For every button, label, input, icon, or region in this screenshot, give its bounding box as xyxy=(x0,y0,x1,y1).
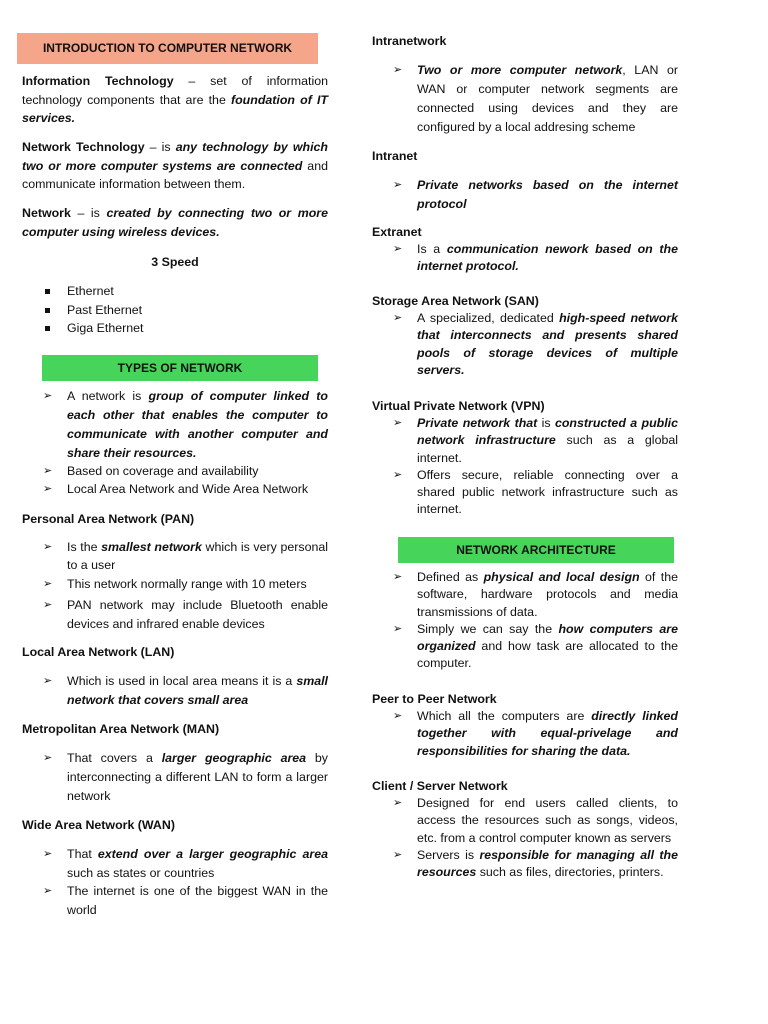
list-item: ➢ Based on coverage and availability xyxy=(22,463,328,481)
list-item: ➢ Is the smallest network which is very personal to a user xyxy=(43,540,329,572)
arrow-bullet-icon: ➢ xyxy=(43,465,53,477)
list-item: ➢ Local Area Network and Wide Area Network xyxy=(22,481,328,499)
arrow-bullet-icon: ➢ xyxy=(393,797,403,809)
wan-list xyxy=(22,845,328,919)
p2p-list xyxy=(372,708,678,760)
square-bullet-icon xyxy=(45,289,50,294)
arrow-bullet-icon: ➢ xyxy=(393,312,403,324)
client-server-list xyxy=(372,795,678,881)
p2p-heading: Peer to Peer Network xyxy=(372,692,497,706)
extranet-heading: Extranet xyxy=(372,225,422,239)
speed-heading: 3 Speed xyxy=(151,255,199,269)
list-item: ➢ Private networks based on the internet protocol xyxy=(393,178,678,211)
pan-list xyxy=(22,539,328,634)
vpn-list xyxy=(372,415,678,519)
intranetwork-list xyxy=(372,61,678,137)
arrow-bullet-icon: ➢ xyxy=(393,848,403,861)
network-definition: Network – is created by connecting two or more computer using wireless devices. xyxy=(22,206,328,239)
list-item: ➢ Is a communication nework based on the internet protocol. xyxy=(393,242,678,274)
square-bullet-icon xyxy=(45,308,50,313)
man-list xyxy=(22,749,328,806)
list-item: ➢ Defined as physical and local design of the software, hardware protocols and media transmissions of data. xyxy=(393,570,678,619)
intro-banner: INTRODUCTION TO COMPUTER NETWORK xyxy=(17,33,318,64)
list-item: ➢ Private network that is constructed a public network infrastructure such as a global internet. xyxy=(393,416,678,465)
arrow-bullet-icon: ➢ xyxy=(393,468,403,481)
list-item: ➢ A specialized, dedicated high-speed network that interconnects and presents shared pools of storage devices of multiple servers. xyxy=(393,311,678,377)
wan-heading: Wide Area Network (WAN) xyxy=(22,818,175,832)
speed-list xyxy=(22,282,328,338)
arrow-bullet-icon: ➢ xyxy=(393,622,403,635)
san-heading: Storage Area Network (SAN) xyxy=(372,294,539,308)
san-list xyxy=(372,310,678,379)
info-tech-definition: Information Technology – set of information technology components that are the foundation of IT services. xyxy=(22,74,328,125)
arrow-bullet-icon: ➢ xyxy=(43,598,53,611)
man-heading: Metropolitan Area Network (MAN) xyxy=(22,722,220,736)
arrow-bullet-icon: ➢ xyxy=(43,390,53,402)
arrow-bullet-icon: ➢ xyxy=(393,710,403,722)
arrow-bullet-icon: ➢ xyxy=(43,885,53,897)
list-item: ➢ That extend over a larger geographic area such as states or countries xyxy=(43,847,328,880)
extranet-list xyxy=(372,241,678,276)
arrow-bullet-icon: ➢ xyxy=(43,482,53,495)
list-item: ➢ Offers secure, reliable connecting over a shared public network infrastructure such as internet. xyxy=(393,467,678,517)
client-server-heading: Client / Server Network xyxy=(372,779,508,793)
list-item: ➢ A network is group of computer linked to each other that enables the computer to communicate with another computer and share their resources. xyxy=(43,389,329,460)
list-item: ➢ Which is used in local area means it is a small network that covers small area xyxy=(43,674,328,707)
vpn-heading: Virtual Private Network (VPN) xyxy=(372,399,545,413)
list-item: Ethernet xyxy=(22,282,328,301)
intranet-heading: Intranet xyxy=(372,149,418,163)
arrow-bullet-icon: ➢ xyxy=(393,179,403,191)
intranetwork-heading: Intranetwork xyxy=(372,34,447,48)
arrow-bullet-icon: ➢ xyxy=(43,752,53,764)
list-item: ➢ The internet is one of the biggest WAN in the world xyxy=(43,884,328,917)
intranet-list xyxy=(372,176,678,213)
types-banner: TYPES OF NETWORK xyxy=(42,355,318,381)
arrow-bullet-icon: ➢ xyxy=(43,541,53,553)
arrow-bullet-icon: ➢ xyxy=(393,417,403,429)
list-item: ➢ Two or more computer network, LAN or WAN or computer network segments are connected using devices and they are configured by a local addresing scheme xyxy=(393,63,679,134)
list-item: Giga Ethernet xyxy=(22,319,328,338)
arrow-bullet-icon: ➢ xyxy=(43,578,53,590)
architecture-banner: NETWORK ARCHITECTURE xyxy=(398,537,674,563)
list-item: ➢ Designed for end users called clients, to access the resources such as songs, videos, etc. from a control computer known as servers xyxy=(393,796,678,845)
list-item: ➢ This network normally range with 10 meters xyxy=(22,576,328,594)
square-bullet-icon xyxy=(45,326,50,331)
types-list xyxy=(22,387,328,498)
arrow-bullet-icon: ➢ xyxy=(393,571,403,583)
arrow-bullet-icon: ➢ xyxy=(43,848,53,860)
list-item: ➢ Which all the computers are directly linked together with equal-privelage and responsibilities for sharing the data. xyxy=(393,709,678,758)
list-item: ➢ Simply we can say the how computers are organized and how task are allocated to the computer. xyxy=(393,621,678,671)
arrow-bullet-icon: ➢ xyxy=(393,64,403,76)
list-item: Past Ethernet xyxy=(22,301,328,320)
list-item: ➢ Servers is responsible for managing all the resources such as files, directories, printers. xyxy=(393,847,678,880)
arrow-bullet-icon: ➢ xyxy=(43,675,53,687)
lan-list xyxy=(22,672,328,710)
pan-heading: Personal Area Network (PAN) xyxy=(22,512,195,526)
list-item: ➢ That covers a larger geographic area by interconnecting a different LAN to form a larger network xyxy=(43,751,328,803)
arrow-bullet-icon: ➢ xyxy=(393,243,403,255)
architecture-list xyxy=(372,569,678,673)
network-technology-definition: Network Technology – is any technology by which two or more computer systems are connected and communicate information between them. xyxy=(22,140,328,191)
lan-heading: Local Area Network (LAN) xyxy=(22,645,175,659)
list-item: ➢ PAN network may include Bluetooth enable devices and infrared enable devices xyxy=(43,597,328,631)
